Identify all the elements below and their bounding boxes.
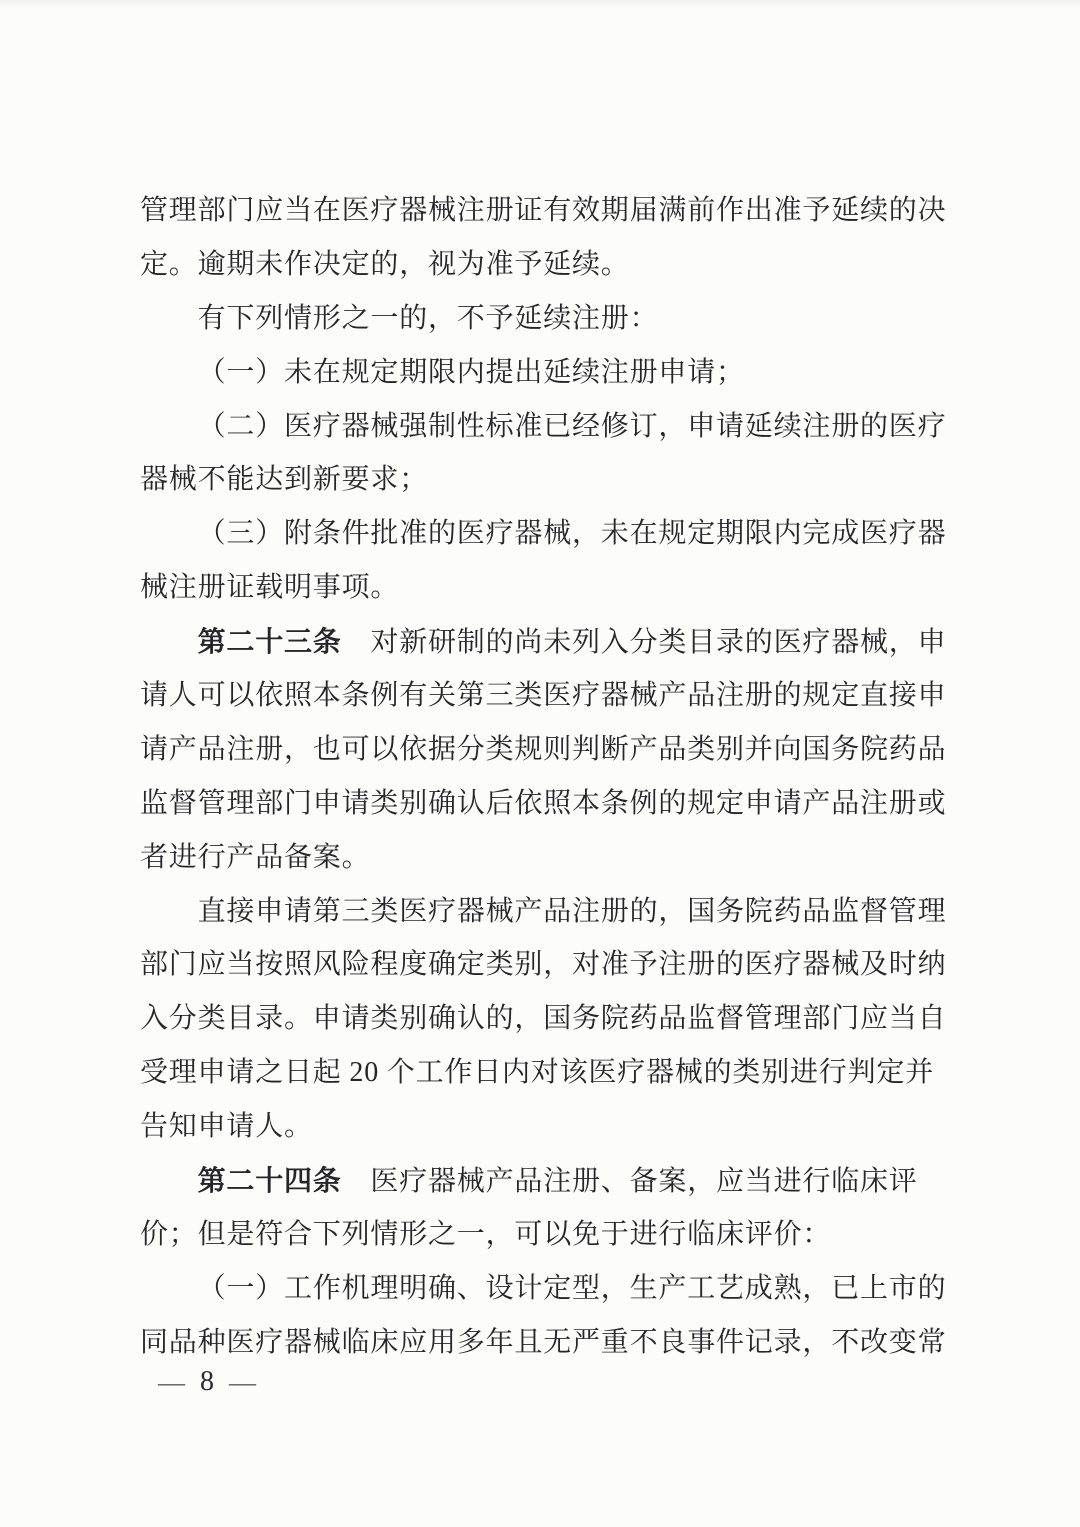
text-segment: 入分类目录。申请类别确认的，国务院药品监督管理部门应当自: [140, 1003, 947, 1035]
text-segment: （一）工作机理明确、设计定型，生产工艺成熟，已上市的: [197, 1272, 947, 1304]
article-heading: 第二十四条: [197, 1165, 342, 1197]
text-line: [140, 238, 955, 292]
text-segment: 告知申请人。: [140, 1111, 313, 1143]
text-segment: 械注册证载明事项。: [140, 572, 400, 604]
text-line: [140, 1154, 955, 1208]
text-line: [140, 777, 955, 831]
text-segment: 请产品注册，也可以依据分类规则判断产品类别并向国务院药品: [140, 733, 947, 765]
text-line: [140, 615, 955, 669]
text-line: [140, 885, 955, 939]
text-segment: 医疗器械产品注册、备案，应当进行临床评: [341, 1166, 918, 1198]
page-footer: [158, 1364, 256, 1400]
document-text: [140, 184, 955, 1370]
text-line: [140, 400, 955, 454]
text-line: [140, 292, 955, 346]
text-segment: 对新研制的尚未列入分类目录的医疗器械，申: [341, 627, 947, 659]
text-segment: 价；但是符合下列情形之一，可以免于进行临床评价：: [140, 1218, 832, 1250]
text-line: [140, 1262, 955, 1316]
text-segment: 监督管理部门申请类别确认后依照本条例的规定申请产品注册或: [140, 787, 947, 819]
text-line: [140, 723, 955, 777]
text-line: [140, 346, 955, 400]
page-number: 8: [200, 1366, 214, 1397]
text-segment: 直接申请第三类医疗器械产品注册的，国务院药品监督管理: [197, 895, 947, 927]
text-segment: 器械不能达到新要求；: [140, 464, 429, 496]
text-segment: 受理申请之日起 20 个工作日内对该医疗器械的类别进行判定并: [140, 1057, 935, 1089]
text-segment: （二）医疗器械强制性标准已经修订，申请延续注册的医疗: [197, 410, 947, 442]
text-segment: （一）未在规定期限内提出延续注册申请；: [197, 356, 745, 388]
text-line: [140, 831, 955, 885]
text-segment: 部门应当按照风险程度确定类别，对准予注册的医疗器械及时纳: [140, 949, 947, 981]
text-line: [140, 1208, 955, 1262]
text-line: [140, 1100, 955, 1154]
text-segment: 者进行产品备案。: [140, 841, 371, 873]
footer-dash-left: —: [158, 1367, 185, 1397]
text-segment: 有下列情形之一的，不予延续注册：: [197, 302, 659, 334]
text-line: [140, 1046, 955, 1100]
text-segment: 请人可以依照本条例有关第三类医疗器械产品注册的规定直接申: [140, 680, 947, 712]
text-line: [140, 507, 955, 561]
text-line: [140, 992, 955, 1046]
text-line: [140, 1316, 955, 1370]
text-line: [140, 561, 955, 615]
text-segment: 定。逾期未作决定的，视为准予延续。: [140, 248, 630, 280]
text-segment: 管理部门应当在医疗器械注册证有效期届满前作出准予延续的决: [140, 195, 947, 226]
article-heading: 第二十三条: [197, 626, 342, 658]
text-line: [140, 669, 955, 723]
footer-dash-right: —: [229, 1367, 256, 1397]
text-line: [140, 453, 955, 507]
text-line: [140, 184, 955, 238]
text-line: [140, 938, 955, 992]
text-segment: （三）附条件批准的医疗器械，未在规定期限内完成医疗器: [197, 518, 947, 550]
text-segment: 同品种医疗器械临床应用多年且无严重不良事件记录，不改变常: [140, 1326, 947, 1358]
scan-edge: [0, 0, 1080, 7]
